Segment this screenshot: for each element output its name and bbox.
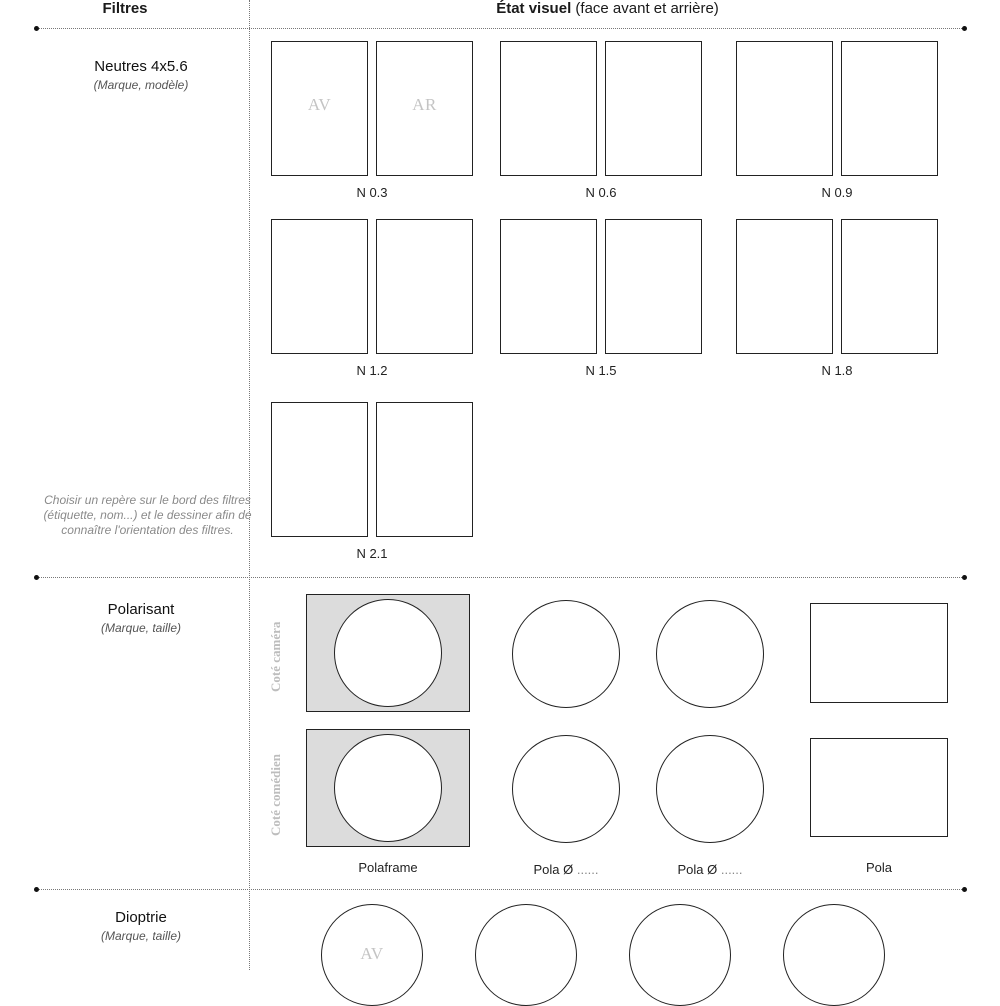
filter-front-box bbox=[271, 219, 368, 354]
round-pola-circle bbox=[656, 735, 764, 843]
row-divider-header bbox=[36, 28, 964, 29]
rect-pola-box bbox=[810, 603, 948, 703]
filter-front-box bbox=[271, 402, 368, 537]
round-pola-circle bbox=[656, 600, 764, 708]
filter-label: N 1.8 bbox=[821, 363, 853, 378]
diameter-blank: ...... bbox=[576, 862, 599, 877]
side-label-camera: Coté caméra bbox=[268, 621, 283, 692]
dioptrie-circle bbox=[475, 904, 577, 1006]
dioptrie-subtitle: (Marque, taille) bbox=[100, 929, 182, 943]
divider-dot bbox=[962, 26, 967, 31]
divider-dot bbox=[962, 575, 967, 580]
column-divider bbox=[249, 0, 250, 970]
filter-back-box bbox=[376, 219, 473, 354]
diameter-blank: ...... bbox=[720, 862, 743, 877]
polarisant-subtitle: (Marque, taille) bbox=[100, 621, 182, 635]
filter-back-box bbox=[605, 219, 702, 354]
neutres-title: Neutres 4x5.6 bbox=[94, 58, 188, 75]
divider-dot bbox=[962, 887, 967, 892]
dioptrie-circle bbox=[783, 904, 885, 1006]
filter-front-box bbox=[500, 219, 597, 354]
column-header-bold: État visuel bbox=[496, 0, 572, 17]
column-header-rest: (face avant et arrière) bbox=[571, 0, 719, 17]
divider-dot bbox=[34, 575, 39, 580]
polarisant-title: Polarisant bbox=[107, 601, 175, 618]
column-header-filters: Filtres bbox=[102, 0, 148, 17]
front-face-label: AV bbox=[360, 944, 384, 963]
divider-dot bbox=[34, 26, 39, 31]
filter-label: N 1.5 bbox=[585, 363, 617, 378]
row-divider-neutres bbox=[36, 577, 964, 578]
polaframe-label: Polaframe bbox=[358, 860, 418, 875]
filter-front-box bbox=[500, 41, 597, 176]
polaframe-lens bbox=[334, 599, 442, 707]
dioptrie-circle bbox=[629, 904, 731, 1006]
filter-label: N 0.6 bbox=[585, 185, 617, 200]
filter-back-box bbox=[841, 41, 938, 176]
filter-label: N 0.3 bbox=[356, 185, 388, 200]
pola-label: Pola bbox=[865, 860, 893, 875]
divider-dot bbox=[34, 887, 39, 892]
round-pola-circle bbox=[512, 735, 620, 843]
filter-back-box bbox=[605, 41, 702, 176]
filter-front-box bbox=[736, 219, 833, 354]
side-label-actor: Coté comédien bbox=[268, 754, 283, 836]
pola-label-text: Pola Ø bbox=[677, 862, 718, 877]
polaframe-lens bbox=[334, 734, 442, 842]
pola-diameter-label bbox=[486, 862, 646, 877]
dioptrie-title: Dioptrie bbox=[115, 909, 167, 926]
orientation-note: Choisir un repère sur le bord des filtres (étiquette, nom...) et le dessiner afin de connaître l'orientation des filtres. bbox=[43, 493, 252, 537]
filter-front-box bbox=[736, 41, 833, 176]
column-header-visual-state bbox=[250, 0, 965, 17]
row-divider-polarisant bbox=[36, 889, 964, 890]
pola-diameter-label bbox=[630, 862, 790, 877]
filter-label: N 0.9 bbox=[821, 185, 853, 200]
filter-back-box bbox=[376, 402, 473, 537]
pola-label-text: Pola Ø bbox=[533, 862, 574, 877]
filter-label: N 1.2 bbox=[356, 363, 388, 378]
round-pola-circle bbox=[512, 600, 620, 708]
filter-label: N 2.1 bbox=[356, 546, 388, 561]
neutres-subtitle: (Marque, modèle) bbox=[93, 78, 189, 92]
front-face-label: AV bbox=[307, 95, 332, 114]
filter-back-box bbox=[841, 219, 938, 354]
back-face-label: AR bbox=[412, 95, 437, 114]
rect-pola-box bbox=[810, 738, 948, 837]
